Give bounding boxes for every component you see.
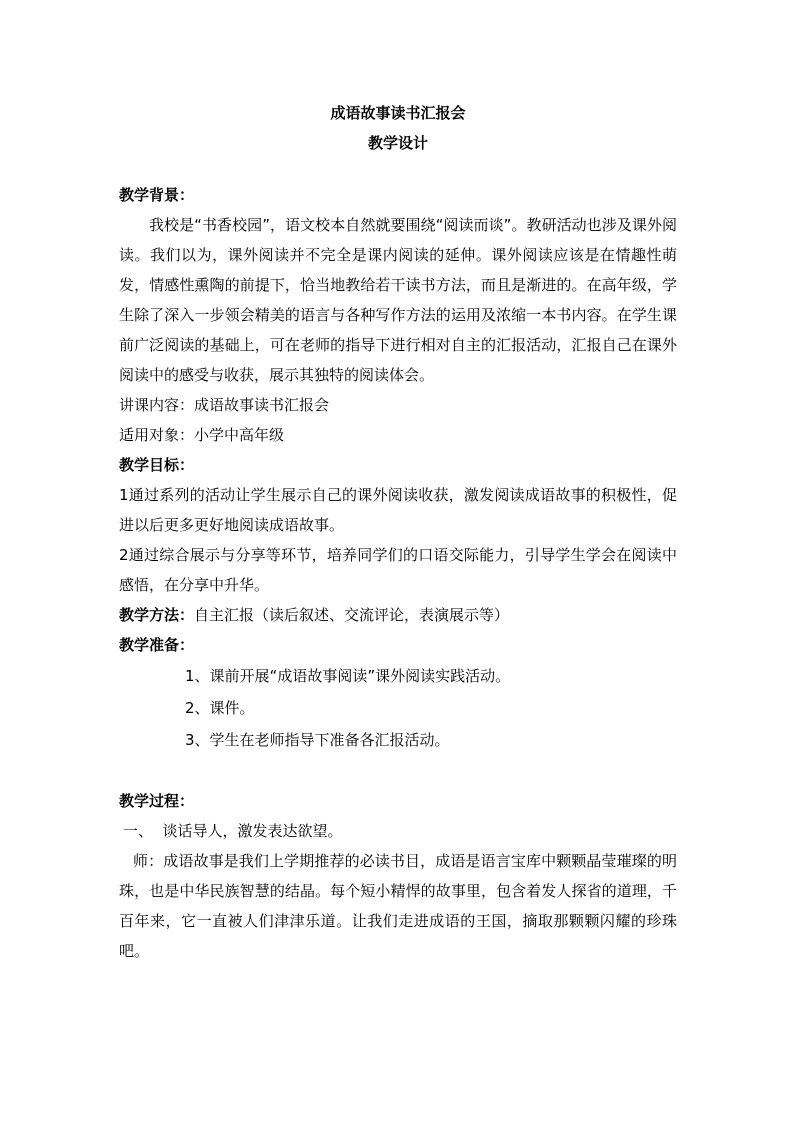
content-line: 讲课内容：成语故事读书汇报会 (119, 396, 330, 414)
preparation-item: 3、学生在老师指导下准备各汇报活动。 (185, 731, 450, 749)
process-heading: 教学过程： (119, 792, 195, 810)
audience-line: 适用对象：小学中高年级 (119, 426, 285, 444)
document-subtitle: 教学设计 (367, 134, 428, 152)
method-text: 自主汇报（读后叙述、交流评论，表演展示等） (194, 606, 510, 624)
background-heading: 教学背景： (119, 186, 195, 204)
goal-item: 1通过系列的活动让学生展示自己的课外阅读收获，激发阅读成语故事的积极性，促进以后更多更好地阅读成语故事。 (119, 486, 677, 534)
document-title: 成语故事读书汇报会 (330, 104, 466, 122)
spacer (119, 756, 677, 786)
goals-heading: 教学目标： (119, 456, 195, 474)
process-step: 一、 谈话导人，激发表达欲望。 (123, 822, 343, 840)
document-body (119, 98, 677, 966)
preparation-heading: 教学准备： (119, 636, 195, 654)
goal-item: 2通过综合展示与分享等环节，培养同学们的口语交际能力，引导学生学会在阅读中感悟，在分享中升华。 (119, 546, 677, 594)
method-line (119, 600, 677, 630)
background-paragraph: 我校是“书香校园”，语文校本自然就要围绕“阅读而谈”。教研活动也涉及课外阅读。我们以为，课外阅读并不完全是课内阅读的延伸。课外阅读应该是在情趣性萌发，情感性熏陶的前提下，恰当地教给若干读书方法，而且是渐进的。在高年级，学生除了深入一步领会精美的语言与各种写作方法的运用及浓缩一本书内容。在学生课前广泛阅读的基础上，可在老师的指导下进行相对自主的汇报活动，汇报自己在课外阅读中的感受与收获，展示其独特的阅读体会。 (119, 216, 677, 384)
preparation-item: 1、课前开展“成语故事阅读”课外阅读实践活动。 (185, 667, 511, 685)
method-heading: 教学方法： (119, 606, 195, 624)
spacer (119, 158, 677, 180)
teacher-paragraph: 师：成语故事是我们上学期推荐的必读书目，成语是语言宝库中颗颗晶莹璀璨的明珠，也是中华民族智慧的结晶。每个短小精悍的故事里，包含着发人探省的道理，千百年来，它一直被人们津津乐道。让我们走进成语的王国，摘取那颗颗闪耀的珍珠吧。 (119, 852, 677, 960)
preparation-item: 2、课件。 (185, 699, 255, 717)
